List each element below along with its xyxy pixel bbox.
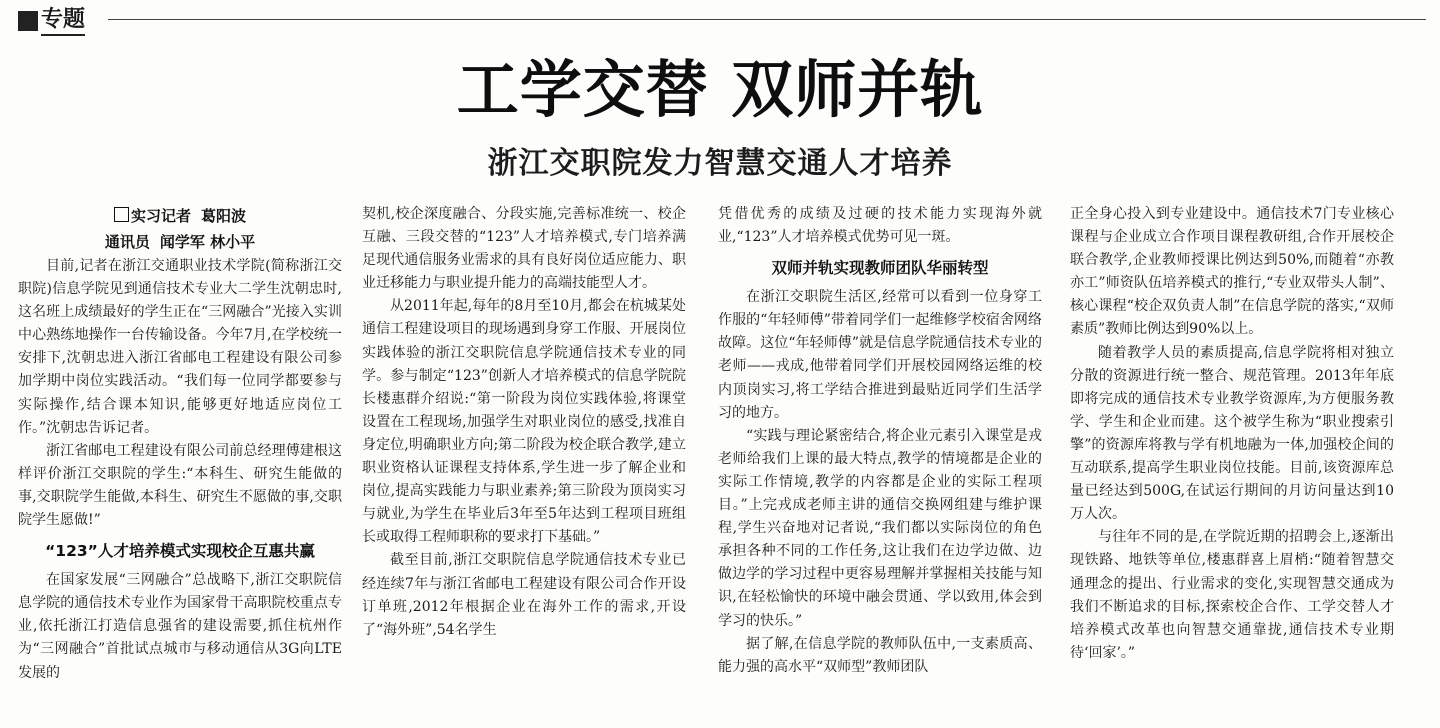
paragraph: 据了解,在信息学院的教师队伍中,一支素质高、能力强的高水平“双师型”教师团队 bbox=[718, 635, 1042, 675]
paragraph: “实践与理论紧密结合,将企业元素引入课堂是戎老师给我们上课的最大特点,教学的情境都是企业的实际工作情境,教学的内容都是企业的实际工程项目。”上完戎成老师主讲的通信交换网组建与维护课程,学生兴奋地对记者说,“我们都以实际岗位的角色承担各种不同的工作任务,这让我们在边学边做、边做边学的学习过程中更容易理解并掌握相关技能与知识,在轻松愉快的环境中融会贯通、学以致用,体会到学习的快乐。” bbox=[718, 427, 1042, 629]
paragraph: 正全身心投入到专业建设中。通信技术7门专业核心课程与企业成立合作项目课程教研组,合作开展校企联合教学,企业教师授课比例达到50%,而随着“亦教亦工”师资队伍培养模式的推行,“专业双带头人制”、核心课程“校企双负责人制”在信息学院的落实,“双师素质”教师比例达到90%以上。 bbox=[1070, 206, 1394, 338]
paragraph: 目前,记者在浙江交通职业技术学院(简称浙江交职院)信息学院见到通信技术专业大二学生沈朝忠时,这名班上成绩最好的学生正在“三网融合”光接入实训中心熟练地操作一台传输设备。今年7月,在学校统一安排下,沈朝忠进入浙江省邮电工程建设有限公司参加学期中岗位实践活动。“我们每一位同学都要参与实际操作,结合课本知识,能够更好地适应岗位工作。”沈朝忠告诉记者。 bbox=[18, 258, 342, 436]
paragraph: 从2011年起,每年的8月至10月,都会在杭城某处通信工程建设项目的现场遇到身穿工作服、开展岗位实践体验的浙江交职院信息学院通信技术专业的同学。参与制定“123”创新人才培养模式的信息学院院长楼惠群介绍说:“第一阶段为岗位实践体验,将课堂设置在工程现场,加强学生对职业岗位的感受,找准自身定位,明确职业方向;第二阶段为校企联合教学,建立职业资格认证课程支持体系,学生进一步了解企业和岗位,提高实践能力与职业素养;第三阶段为顶岗实习与就业,为学生在毕业后3年至5年达到工程项目班组长或取得工程师职称的要求打下基础。” bbox=[362, 298, 686, 546]
headline: 工学交替 双师并轨 bbox=[456, 53, 984, 126]
byline-correspondent bbox=[18, 229, 342, 255]
paragraph: 在浙江交职院生活区,经常可以看到一位身穿工作服的“年轻师傅”带着同学们一起维修学校宿舍网络故障。这位“年轻师傅”就是信息学院通信技术专业的老师——戎成,他带着同学们开展校园网络运维的校内顶岗实习,将工学结合推进到最贴近同学们生活学习的地方。 bbox=[718, 289, 1042, 421]
byline-box-icon bbox=[114, 207, 129, 222]
section-tag bbox=[18, 6, 85, 36]
byline-reporter bbox=[18, 203, 342, 229]
top-rule bbox=[108, 19, 1426, 20]
section-heading: 双师并轨实现教师团队华丽转型 bbox=[771, 259, 989, 278]
section-label: 专题 bbox=[41, 6, 85, 36]
paragraph: 随着教学人员的素质提高,信息学院将相对独立分散的资源进行统一整合、规范管理。2013年年底即将完成的通信技术专业教学资源库,为方便服务教学、学生和企业而建。这个被学生称为“职业搜索引擎”的资源库将教与学有机地融为一体,加强校企间的互动联系,提高学生职业岗位技能。目前,该资源库总量已经达到500G,在试运行期间的月访问量达到10万人次。 bbox=[1070, 344, 1394, 523]
article-column-1 bbox=[18, 203, 342, 723]
subheadline: 浙江交职院发力智慧交通人才培养 bbox=[487, 146, 953, 181]
paragraph: 在国家发展“三网融合”总战略下,浙江交职院信息学院的通信技术专业作为国家骨干高职院校重点专业,依托浙江打造信息强省的建设需要,抓住杭州作为“三网融合”首批试点城市与移动通信从3G向LTE发展的 bbox=[18, 572, 342, 681]
section-square-icon bbox=[18, 11, 38, 31]
section-heading: “123”人才培养模式实现校企互惠共赢 bbox=[45, 542, 315, 561]
reporter-role: 实习记者 bbox=[130, 207, 191, 225]
paragraph: 契机,校企深度融合、分段实施,完善标准统一、校企互融、三段交替的“123”人才培养模式,专门培养满足现代通信服务业需求的具有良好岗位适应能力、职业迁移能力与职业提升能力的高端技能型人才。 bbox=[362, 206, 686, 292]
reporter-name: 葛阳波 bbox=[201, 207, 247, 225]
paragraph: 凭借优秀的成绩及过硬的技术能力实现海外就业,“123”人才培养模式优势可见一斑。 bbox=[718, 206, 1042, 246]
article-column-2 bbox=[362, 203, 686, 723]
paragraph: 与往年不同的是,在学院近期的招聘会上,逐渐出现铁路、地铁等单位,楼惠群喜上眉梢:“随着智慧交通理念的提出、行业需求的变化,实现智慧交通成为我们不断追求的目标,探索校企合作、工学交替人才培养模式改革也向智慧交通靠拢,通信技术专业期待‘回家’。” bbox=[1070, 529, 1394, 661]
correspondent-role: 通讯员 bbox=[104, 233, 150, 251]
article-column-4 bbox=[1070, 203, 1394, 723]
paragraph: 截至目前,浙江交职院信息学院通信技术专业已经连续7年与浙江省邮电工程建设有限公司合作开设订单班,2012年根据企业在海外工作的需求,开设了“海外班”,54名学生 bbox=[362, 552, 686, 638]
paragraph: 浙江省邮电工程建设有限公司前总经理傅建根这样评价浙江交职院的学生:“本科生、研究生能做的事,交职院学生能做,本科生、研究生不愿做的事,交职院学生愿做!” bbox=[18, 442, 342, 529]
article-column-3 bbox=[718, 203, 1042, 723]
correspondent-names: 闻学军 林小平 bbox=[159, 233, 256, 251]
